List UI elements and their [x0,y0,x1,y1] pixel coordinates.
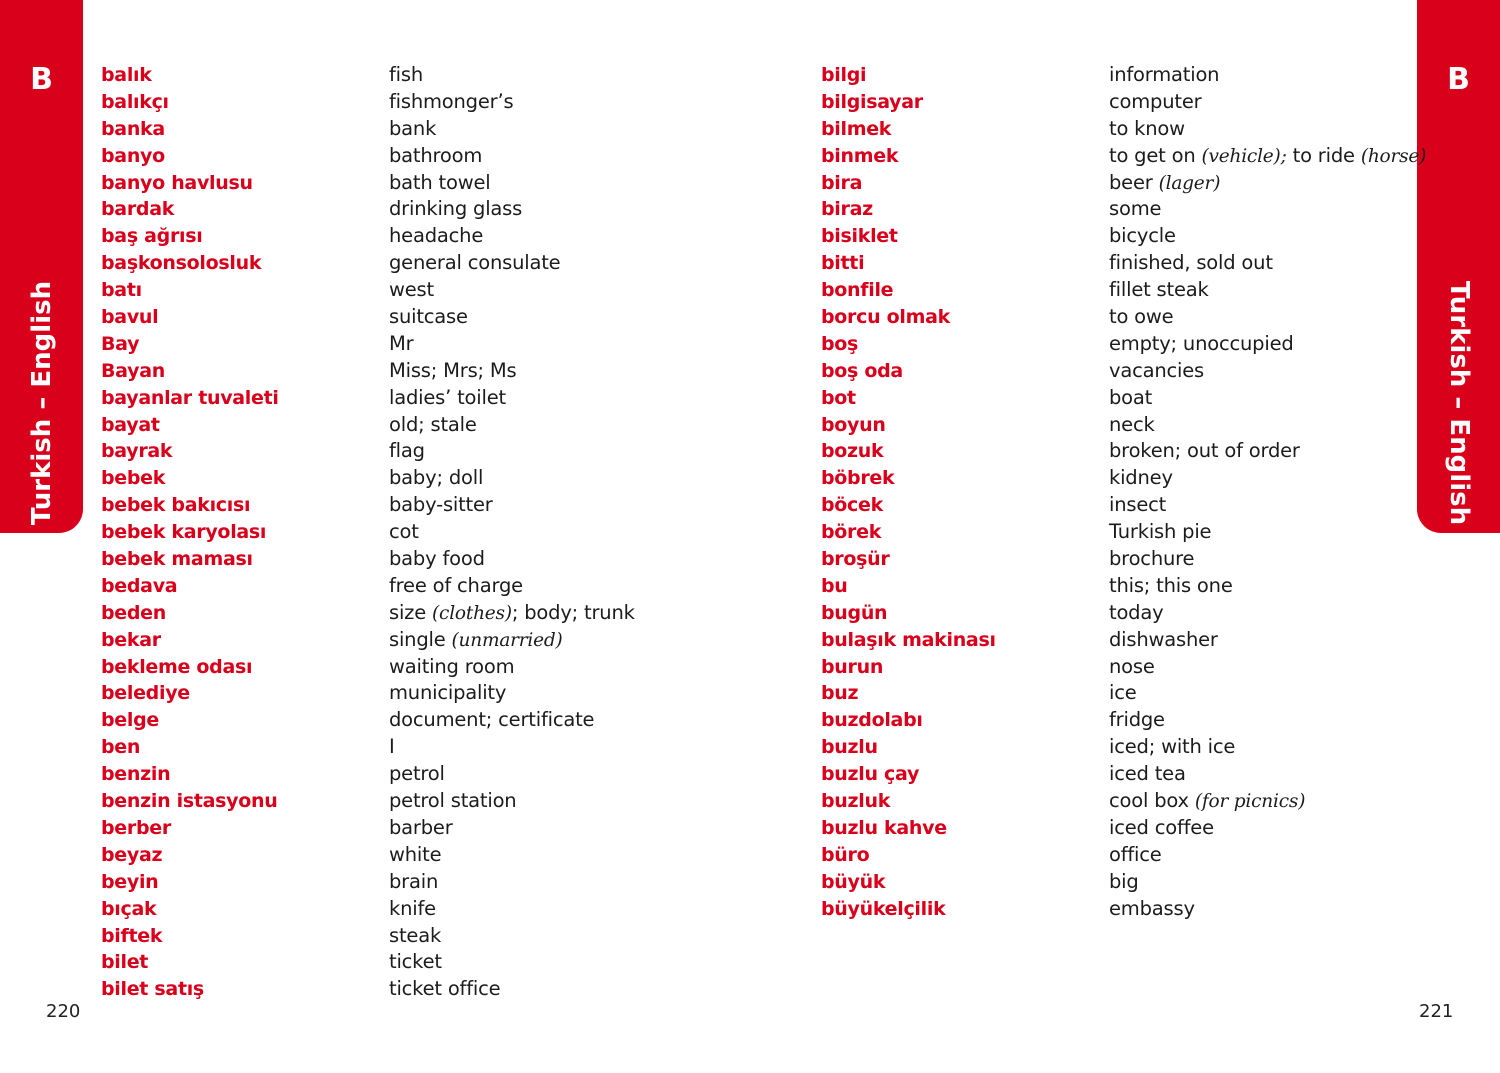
entry-definition [389,788,516,815]
entry-definition [1109,842,1162,869]
entry-term: buzluk [821,790,891,813]
definition-text: to owe [1109,305,1174,329]
entry-term: balık [101,64,152,86]
definition-text: cot [389,520,419,544]
entry-definition [1109,788,1305,816]
definition-text: vacancies [1109,358,1205,382]
entry-term: balıkçı [101,90,169,113]
entry-definition [1109,654,1155,681]
entry-definition [389,223,483,250]
definition-text: insect [1109,493,1167,517]
definition-text: boat [1109,385,1153,409]
definition-text: today [1109,600,1164,624]
left-page-number: 220 [46,1001,81,1022]
definition-text: petrol [389,762,445,786]
entry-definition [1109,519,1211,546]
entry-term: biftek [101,924,163,947]
entry-term: böbrek [821,467,895,490]
definition-text: free of charge [389,573,523,597]
entry-term: bebek karyolası [101,521,267,544]
entry-definition [389,170,490,197]
entry-term: bulaşık makinası [821,628,996,651]
entry-definition [1109,465,1173,492]
definition-note: (for picnics) [1194,791,1306,813]
entry-term: bilgi [821,64,867,86]
definition-text: office [1109,842,1162,866]
entry-term: Bay [101,332,140,355]
definition-text: old; stale [389,412,477,436]
definition-text: nose [1109,654,1155,678]
entry-definition [389,734,395,761]
definition-text: steak [389,923,442,947]
entry-term: borcu olmak [821,306,950,329]
definition-text: cool box [1109,789,1195,813]
entry-definition [1109,62,1219,89]
left-section-letter: B [30,62,53,97]
entry-definition [389,385,506,412]
entry-definition [389,519,419,546]
entry-term: ben [101,736,141,759]
definition-text: ice [1109,681,1137,705]
entry-term: bilet [101,951,149,974]
entry-definition [1109,600,1163,627]
entry-term: benzin istasyonu [101,790,278,813]
entry-term: batı [101,279,142,302]
entry-term: bisiklet [821,225,898,248]
definition-text: dishwasher [1109,627,1218,651]
entry-term: bayanlar tuvaleti [101,386,279,409]
definition-note: (unmarried) [451,629,563,651]
entry-definition [1109,331,1294,358]
entry-definition [1109,761,1186,788]
right-section-letter: B [1447,62,1470,97]
entry-definition [389,654,514,681]
entry-term: başkonsolosluk [101,252,262,275]
entry-definition [1109,492,1166,519]
entry-definition [389,573,523,600]
definition-text: neck [1109,412,1155,436]
definition-text: fish [389,63,424,86]
entry-definition [389,842,441,869]
entry-definition [389,89,513,116]
definition-text: broken; out of order [1109,439,1300,463]
left-side-label: Turkish – English [26,280,57,526]
entry-definition [1109,680,1137,707]
entry-definition [389,869,438,896]
entry-definition [1109,304,1173,331]
entry-term: bozuk [821,440,884,463]
definition-note: (lager) [1158,172,1221,194]
entry-term: bardak [101,198,175,221]
entry-term: broşür [821,548,890,571]
definition-text: baby-sitter [389,493,493,517]
entry-definition [389,438,425,465]
entry-term: bilgisayar [821,90,923,113]
entry-term: banyo [101,144,165,167]
entry-term: binmek [821,144,899,167]
entry-term: buzdolabı [821,709,923,732]
definition-text: brain [389,869,439,893]
entry-term: bayrak [101,440,173,463]
definition-text: Turkish pie [1109,520,1212,544]
entry-term: büro [821,843,870,866]
entry-term: bekleme odası [101,655,253,678]
entry-term: bıçak [101,897,157,920]
entry-definition [1109,627,1218,654]
definition-text: knife [389,896,436,920]
entry-term: beyaz [101,843,163,866]
entry-definition [389,358,516,385]
entry-definition [389,707,594,734]
definition-text: flag [389,439,425,463]
entry-definition [1109,196,1161,223]
entry-definition [389,116,436,143]
definition-text: waiting room [389,654,515,678]
entry-definition [389,331,413,358]
definition-text: barber [389,815,453,839]
entry-term: biraz [821,198,873,221]
definition-text: headache [389,224,484,248]
definition-text: to know [1109,116,1185,140]
definition-text: embassy [1109,896,1195,920]
entry-term: belediye [101,682,190,705]
entry-term: buzlu kahve [821,816,947,839]
entry-term: bilet satış [101,978,204,1001]
entry-definition [389,546,485,573]
entry-definition [389,896,436,923]
definition-text: this; this one [1109,573,1233,597]
definition-note: (clothes) [432,602,512,624]
definition-text: document; certificate [389,708,595,732]
entry-term: baş ağrısı [101,225,203,248]
definition-text: some [1109,197,1162,221]
definition-text: iced; with ice [1109,735,1236,759]
definition-text: bathroom [389,143,483,167]
definition-text: fillet steak [1109,278,1209,302]
entry-definition [389,196,522,223]
entry-definition [389,923,441,950]
entry-term: buzlu çay [821,763,920,786]
entry-definition [389,62,423,89]
entry-term: bot [821,386,856,409]
entry-definition [1109,223,1176,250]
definition-text: bank [389,116,437,140]
entry-definition [1109,412,1155,439]
definition-text: fishmonger’s [389,89,514,113]
entry-definition [389,143,482,170]
definition-text: ; body; trunk [511,600,635,624]
entry-definition [389,761,445,788]
entry-term: bonfile [821,279,894,302]
entry-term: bebek maması [101,548,253,571]
entry-definition [1109,896,1195,923]
entry-definition [1109,815,1214,842]
definition-text: iced coffee [1109,815,1214,839]
entry-definition [1109,707,1165,734]
entry-term: bilmek [821,117,892,140]
definition-text: bicycle [1109,224,1176,248]
entry-definition [389,976,500,1003]
entry-definition [1109,438,1300,465]
entry-definition [1109,546,1194,573]
definition-text: baby; doll [389,466,484,490]
entry-term: buz [821,682,859,705]
entry-term: beyin [101,870,159,893]
entry-term: büyük [821,870,886,893]
entry-definition [1109,116,1185,143]
entry-definition [1109,734,1235,761]
entry-term: bavul [101,306,159,329]
entry-definition [389,412,477,439]
definition-text: to ride [1286,143,1361,167]
definition-text: empty; unoccupied [1109,331,1294,355]
definition-text: ticket office [389,977,501,1001]
right-page-number: 221 [1419,1001,1454,1022]
definition-text: kidney [1109,466,1173,490]
entry-definition [389,277,434,304]
entry-definition [1109,89,1201,116]
definition-text: white [389,842,442,866]
definition-text: suitcase [389,305,468,329]
entry-term: bebek bakıcısı [101,494,251,517]
entry-term: boş oda [821,359,903,382]
entry-definition [389,949,442,976]
definition-text: big [1109,869,1139,893]
entry-term: beden [101,601,167,624]
definition-text: information [1109,63,1220,86]
entry-term: buzlu [821,736,878,759]
entry-definition [389,465,483,492]
definition-text: bath towel [389,170,491,194]
definition-text: ladies’ toilet [389,385,506,409]
entry-definition [389,250,560,277]
entry-term: boyun [821,413,886,436]
entry-term: Bayan [101,359,165,382]
entry-definition [1109,170,1220,198]
entry-term: bayat [101,413,160,436]
entry-term: benzin [101,763,171,786]
entry-definition [389,304,468,331]
entry-term: bugün [821,601,888,624]
definition-text: drinking glass [389,197,523,221]
definition-text: computer [1109,89,1202,113]
definition-text: beer [1109,170,1159,194]
definition-text: petrol station [389,789,517,813]
entry-definition [1109,573,1233,600]
entry-term: bebek [101,467,166,490]
definition-text: fridge [1109,708,1165,732]
entry-term: bedava [101,574,178,597]
definition-text: ticket [389,950,442,974]
definition-text: general consulate [389,251,561,275]
entry-definition [1109,358,1204,385]
definition-text: Mr [389,331,414,355]
entry-definition [389,627,563,655]
definition-text: municipality [389,681,507,705]
entry-definition [1109,250,1273,277]
entry-definition [1109,385,1152,412]
entry-term: banka [101,117,165,140]
definition-text: finished, sold out [1109,251,1273,275]
definition-text: west [389,278,434,302]
entry-definition [1109,277,1209,304]
entry-term: belge [101,709,159,732]
definition-text: to get on [1109,143,1202,167]
entry-term: büyükelçilik [821,897,946,920]
entry-term: berber [101,816,171,839]
entry-definition [389,680,506,707]
entry-definition [389,815,453,842]
definition-note: (horse) [1360,145,1427,167]
entry-definition [389,492,493,519]
definition-text: Miss; Mrs; Ms [389,358,517,382]
definition-text: iced tea [1109,762,1186,786]
entry-term: börek [821,521,882,544]
left-section-tab [0,0,83,533]
entry-term: bitti [821,252,865,275]
definition-text: brochure [1109,547,1195,571]
entry-term: böcek [821,494,883,517]
entry-term: boş [821,332,859,355]
definition-text: single [389,627,452,651]
definition-note: (vehicle); [1201,145,1287,167]
right-side-label: Turkish – English [1443,280,1474,526]
entry-term: burun [821,655,884,678]
entry-term: bira [821,171,863,194]
entry-definition [1109,143,1426,171]
right-section-tab [1417,0,1500,533]
definition-text: baby food [389,547,485,571]
entry-term: bekar [101,628,161,651]
entry-definition [389,600,635,628]
entry-term: banyo havlusu [101,171,253,194]
definition-text: size [389,600,433,624]
entry-term: bu [821,574,848,597]
entry-definition [1109,869,1139,896]
definition-text: I [389,735,395,759]
